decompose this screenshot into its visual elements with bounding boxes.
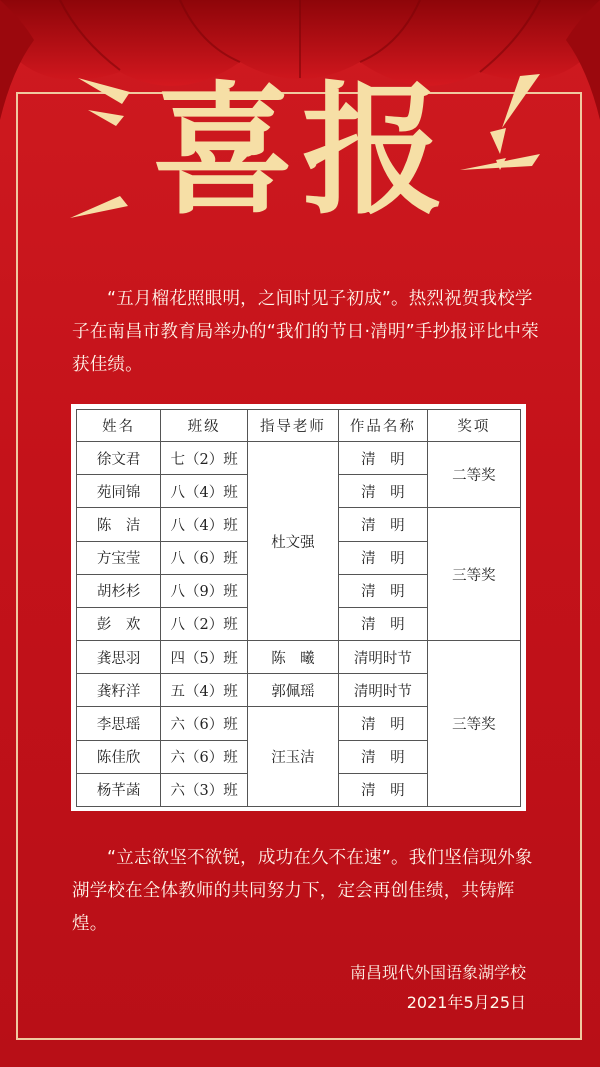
student-class: 八（4）班 — [161, 475, 248, 508]
student-class: 六（3）班 — [161, 773, 248, 806]
intro-paragraph — [72, 283, 542, 382]
award-table-card — [71, 404, 526, 811]
student-class: 六（6）班 — [161, 740, 248, 773]
spark-top-right — [502, 74, 540, 128]
work-title: 清明时节 — [338, 641, 427, 674]
student-name: 李思瑶 — [77, 707, 161, 740]
student-class: 八（4）班 — [161, 508, 248, 541]
spark-mid-left — [88, 110, 124, 126]
teacher-name: 郭佩瑶 — [247, 674, 338, 707]
spark-mid-right — [490, 128, 506, 154]
closing-paragraph — [72, 842, 542, 941]
work-title: 清 明 — [338, 475, 427, 508]
student-name: 苑同锦 — [77, 475, 161, 508]
student-class: 七（2）班 — [161, 442, 248, 475]
work-title: 清 明 — [338, 541, 427, 574]
header-teacher: 指导老师 — [247, 410, 338, 442]
work-title: 清 明 — [338, 508, 427, 541]
header-name: 姓名 — [77, 410, 161, 442]
spark-top-left — [78, 78, 130, 104]
student-name: 彭 欢 — [77, 607, 161, 640]
student-name: 方宝莹 — [77, 541, 161, 574]
award-level: 三等奖 — [427, 508, 520, 641]
teacher-name: 汪玉洁 — [247, 707, 338, 807]
closing-text: “立志欲坚不欲锐，成功在久不在速”。我们坚信现外象湖学校在全体教师的共同努力下，定会再创佳绩，共铸辉煌。 — [72, 848, 533, 934]
student-class: 八（9）班 — [161, 574, 248, 607]
award-table — [76, 409, 521, 807]
table-row — [77, 442, 521, 475]
award-level: 二等奖 — [427, 442, 520, 508]
student-name: 龚籽洋 — [77, 674, 161, 707]
work-title: 清 明 — [338, 574, 427, 607]
student-name: 杨芊菡 — [77, 773, 161, 806]
student-name: 徐文君 — [77, 442, 161, 475]
student-name: 龚思羽 — [77, 641, 161, 674]
work-title: 清 明 — [338, 773, 427, 806]
table-row — [77, 641, 521, 674]
student-name: 陈佳欣 — [77, 740, 161, 773]
header-work: 作品名称 — [338, 410, 427, 442]
student-class: 六（6）班 — [161, 707, 248, 740]
student-name: 陈 洁 — [77, 508, 161, 541]
work-title: 清 明 — [338, 442, 427, 475]
teacher-name: 杜文强 — [247, 442, 338, 641]
student-class: 八（6）班 — [161, 541, 248, 574]
work-title: 清 明 — [338, 707, 427, 740]
work-title: 清明时节 — [338, 674, 427, 707]
intro-text: “五月榴花照眼明，之间时见子初成”。热烈祝贺我校学子在南昌市教育局举办的“我们的节日·清明”手抄报评比中荣获佳绩。 — [72, 289, 539, 375]
header-class: 班级 — [161, 410, 248, 442]
school-name: 南昌现代外国语象湖学校 — [349, 963, 526, 982]
headline: 喜报 — [152, 68, 452, 228]
student-class: 四（5）班 — [161, 641, 248, 674]
work-title: 清 明 — [338, 740, 427, 773]
student-class: 五（4）班 — [161, 674, 248, 707]
header-award: 奖项 — [427, 410, 520, 442]
table-header-row — [77, 410, 521, 442]
issue-date: 2021年5月25日 — [406, 993, 526, 1012]
headline-banner — [0, 58, 600, 228]
teacher-name: 陈 曦 — [247, 641, 338, 674]
spark-bottom-right — [460, 154, 540, 170]
award-level: 三等奖 — [427, 641, 520, 807]
student-class: 八（2）班 — [161, 607, 248, 640]
signature-block — [350, 958, 526, 1018]
student-name: 胡杉杉 — [77, 574, 161, 607]
spark-bottom-left — [70, 196, 128, 218]
work-title: 清 明 — [338, 607, 427, 640]
